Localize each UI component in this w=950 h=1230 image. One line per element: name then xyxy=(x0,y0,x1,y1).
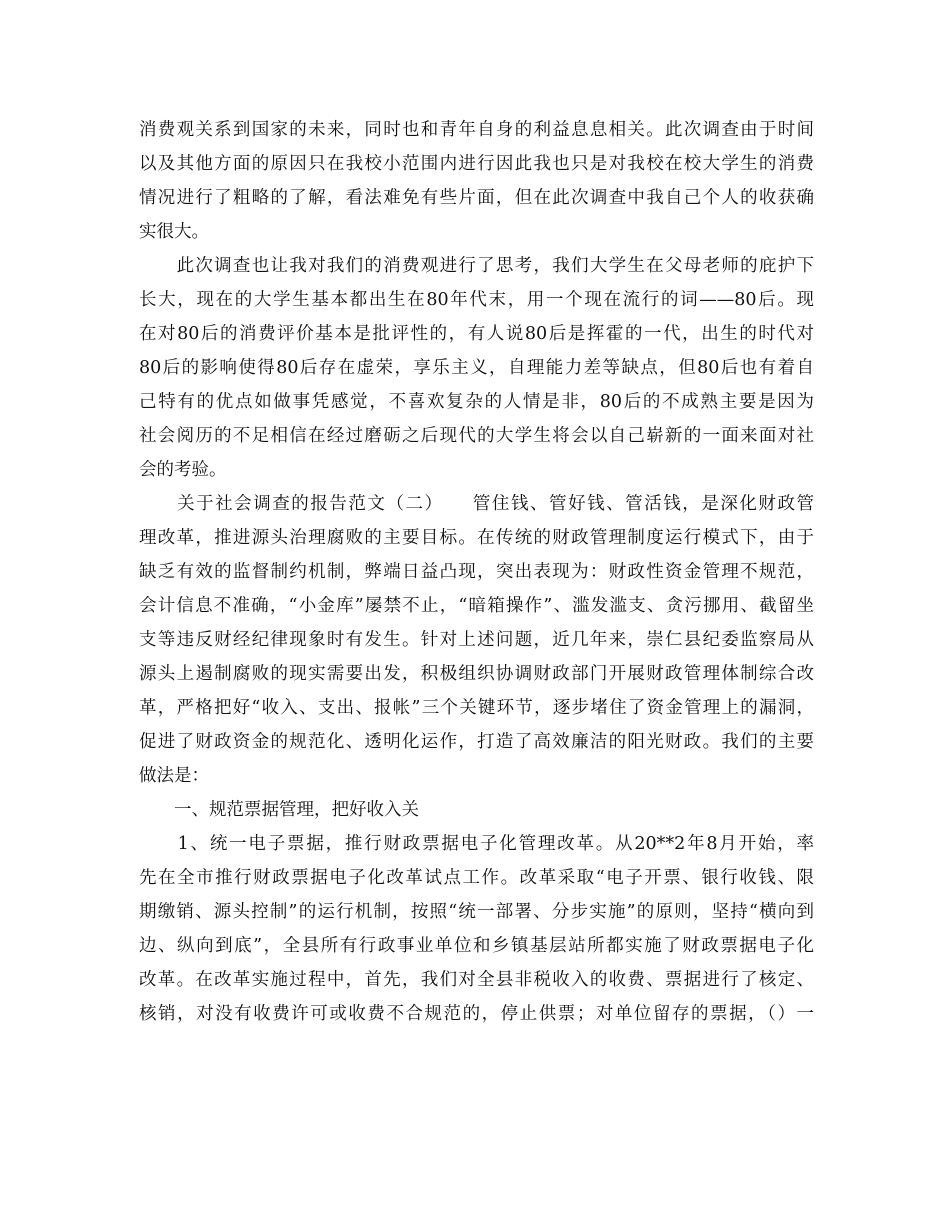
text-line: 关于社会调查的报告范文（二） 管住钱、管好钱、管活钱，是深化财政管 xyxy=(139,494,814,514)
text-line: 实很大。 xyxy=(139,222,209,242)
text-line: 支等违反财经纪律现象时有发生。针对上述问题，近几年来，崇仁县纪委监察局从 xyxy=(139,630,814,650)
text-line: 期缴销、源头控制”的运行机制，按照“统一部署、分步实施”的原则，坚持“横向到 xyxy=(139,902,814,922)
text-line: 源头上遏制腐败的现实需要出发，积极组织协调财政部门开展财政管理体制综合改 xyxy=(139,664,814,684)
text-line: 理改革，推进源头治理腐败的主要目标。在传统的财政管理制度运行模式下，由于 xyxy=(139,528,814,548)
text-line: 此次调查也让我对我们的消费观进行了思考，我们大学生在父母老师的庇护下 xyxy=(139,256,814,276)
text-line: 己特有的优点如做事凭感觉，不喜欢复杂的人情是非，80后的不成熟主要是因为 xyxy=(139,392,814,412)
text-line: 边、纵向到底”，全县所有行政事业单位和乡镇基层站所都实施了财政票据电子化 xyxy=(139,936,814,956)
text-line: 消费观关系到国家的未来，同时也和青年自身的利益息息相关。此次调查由于时间 xyxy=(139,120,814,140)
text-line: 会计信息不准确，“小金库”屡禁不止，“暗箱操作”、滥发滥支、贪污挪用、截留坐 xyxy=(139,596,814,616)
text-line: 先在全市推行财政票据电子化改革试点工作。改革采取“电子开票、银行收钱、限 xyxy=(139,868,814,888)
text-line: 社会阅历的不足相信在经过磨砺之后现代的大学生将会以自己崭新的一面来面对社 xyxy=(139,426,814,446)
text-line: 1、统一电子票据，推行财政票据电子化管理改革。从20**2年8月开始，率 xyxy=(139,834,814,854)
section-heading: 一、规范票据管理，把好收入关 xyxy=(139,800,419,820)
text-line: 80后的影响使得80后存在虚荣，享乐主义，自理能力差等缺点，但80后也有着自 xyxy=(139,358,814,378)
text-line: 以及其他方面的原因只在我校小范围内进行因此我也只是对我校在校大学生的消费 xyxy=(139,154,814,174)
text-line: 促进了财政资金的规范化、透明化运作，打造了高效廉洁的阳光财政。我们的主要 xyxy=(139,732,814,752)
text-line: 改革。在改革实施过程中，首先，我们对全县非税收入的收费、票据进行了核定、 xyxy=(139,970,814,990)
text-line: 革，严格把好“收入、支出、报帐”三个关键环节，逐步堵住了资金管理上的漏洞， xyxy=(139,698,814,718)
text-line: 情况进行了粗略的了解，看法难免有些片面，但在此次调查中我自己个人的收获确 xyxy=(139,188,814,208)
text-line: 长大，现在的大学生基本都出生在80年代末，用一个现在流行的词——80后。现 xyxy=(139,290,814,310)
text-line: 做法是： xyxy=(139,766,209,786)
document-body xyxy=(139,113,814,1031)
text-line: 会的考验。 xyxy=(139,460,227,480)
text-line: 在对80后的消费评价基本是批评性的，有人说80后是挥霍的一代，出生的时代对 xyxy=(139,324,814,344)
text-line: 核销，对没有收费许可或收费不合规范的，停止供票；对单位留存的票据，（）一 xyxy=(139,1004,814,1024)
text-line: 缺乏有效的监督制约机制，弊端日益凸现，突出表现为：财政性资金管理不规范， xyxy=(139,562,814,582)
